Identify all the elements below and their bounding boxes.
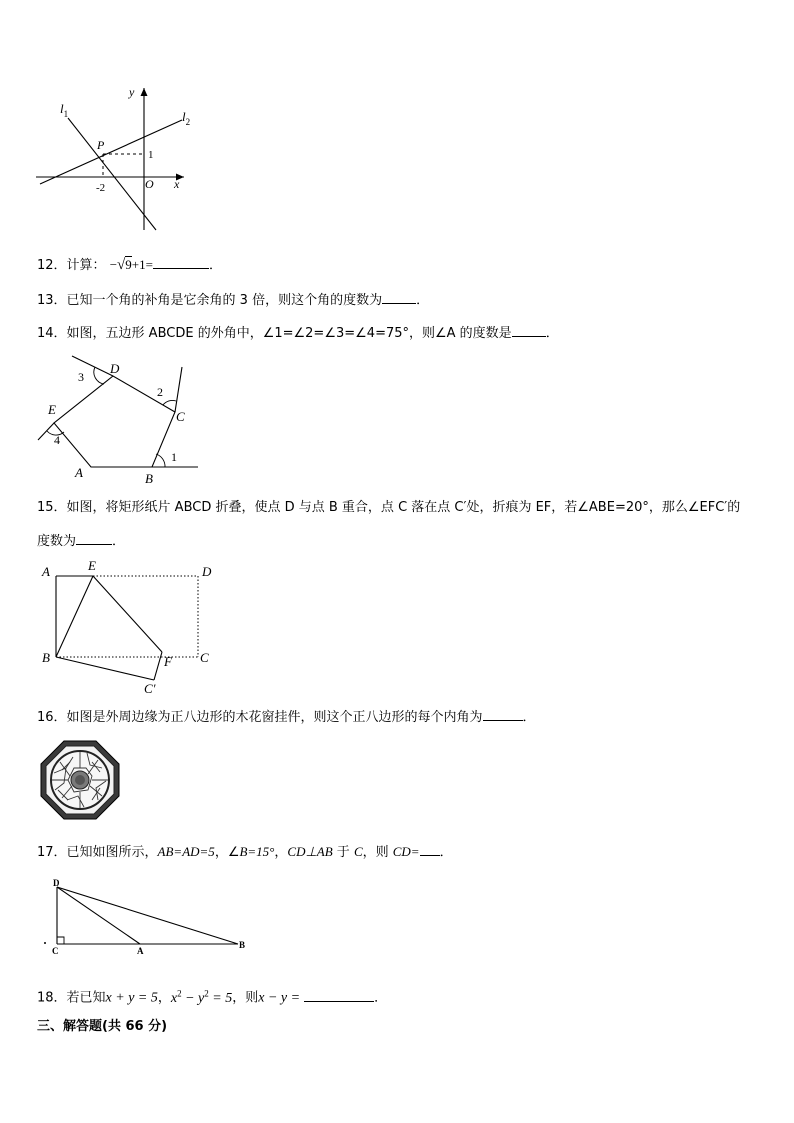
q15-line2: 度数为 <box>37 534 77 549</box>
origin-label: O <box>145 177 154 191</box>
q17-sep1: ，∠ <box>214 845 240 860</box>
dot-left-of-c <box>44 942 46 944</box>
question-15 <box>37 500 740 516</box>
q12-text: 计算： <box>66 258 106 273</box>
l2-label: $l_2$ <box>182 109 191 127</box>
q18-eq2: $x^2 - y^2 = 5$ <box>170 988 233 1006</box>
question-12 <box>37 256 222 274</box>
q17-end: ． <box>439 845 453 860</box>
label-c-prime: C′ <box>144 681 156 696</box>
question-18 <box>37 985 387 1007</box>
y-axis-label: y <box>129 85 135 99</box>
q12-answer-blank[interactable] <box>153 256 209 269</box>
label-a: A <box>42 564 50 579</box>
label-c: C <box>200 650 209 665</box>
q18-mid: ，则 <box>232 990 259 1006</box>
label-d: D <box>202 564 212 579</box>
ext-de <box>38 423 54 440</box>
q18-pre: 18．若已知 <box>37 990 106 1006</box>
label-b: B <box>239 940 246 950</box>
figure-q14-pentagon <box>30 350 205 490</box>
ext-bc <box>175 367 182 412</box>
segment-da <box>57 887 140 944</box>
label-f: F <box>164 654 172 669</box>
q13-text: 13．已知一个角的补角是它余角的 3 倍，则这个角的度数为 <box>37 293 383 308</box>
line-l1 <box>68 118 156 230</box>
question-15-cont <box>37 532 125 550</box>
q17-sep2: ， <box>274 845 288 860</box>
sqrt-sign: √ <box>117 257 126 273</box>
q17-cond1: AB=AD=5 <box>157 844 215 859</box>
q17-answer-blank[interactable] <box>420 843 440 856</box>
label-e: E <box>88 558 96 573</box>
question-14 <box>37 324 559 342</box>
angle-arc-2 <box>163 400 176 405</box>
q17-mid2: ，则 <box>362 845 393 860</box>
x-axis-label: x <box>174 177 180 191</box>
edge-fcp <box>154 652 162 680</box>
q17-cond3: CD⊥AB <box>287 844 333 859</box>
line-l2 <box>40 120 182 184</box>
label-a: A <box>137 946 144 956</box>
vertex-d: D <box>110 361 120 376</box>
q16-answer-blank[interactable] <box>483 708 523 721</box>
segment-db <box>57 887 238 944</box>
question-17 <box>37 843 453 861</box>
edge-be <box>56 576 93 657</box>
right-angle-mark <box>57 937 64 944</box>
q16-text: 16．如图是外周边缘为正八边形的木花窗挂件，则这个正八边形的每个内角为 <box>37 710 483 725</box>
q18-sep: ， <box>157 990 171 1006</box>
question-16 <box>37 708 536 726</box>
figure-q17-triangle <box>40 875 255 955</box>
tick-y-1: 1 <box>148 149 154 161</box>
center-medallion-inner <box>75 775 85 785</box>
q14-end: ． <box>545 326 559 341</box>
q17-mid: 于 <box>332 845 354 860</box>
vertex-a: A <box>75 465 83 480</box>
question-13 <box>37 291 429 309</box>
q14-answer-blank[interactable] <box>512 324 546 337</box>
q12-end: ． <box>208 258 222 273</box>
vertex-e: E <box>48 402 56 417</box>
angle-label-4: 4 <box>54 433 60 447</box>
angle-arc-1 <box>156 454 165 467</box>
q18-end: ． <box>374 990 388 1006</box>
q16-end: ． <box>522 710 536 725</box>
q17-cond4: C <box>353 844 363 859</box>
q18-answer-blank[interactable] <box>304 989 374 1002</box>
edge-bcp <box>56 657 154 680</box>
q12-minus: − <box>109 257 118 272</box>
q13-answer-blank[interactable] <box>382 291 416 304</box>
figure-q15-folded-rectangle <box>38 560 218 700</box>
point-p-label: P <box>97 138 105 152</box>
l1-label: $l_1$ <box>60 101 69 119</box>
q18-eq1: x + y = 5 <box>105 990 158 1006</box>
section-heading-3: 三、解答题(共 66 分) <box>37 1019 168 1034</box>
crease-ef <box>93 576 162 652</box>
tick-x-neg2: -2 <box>96 182 106 194</box>
vertex-c: C <box>176 409 185 424</box>
y-axis-arrow <box>141 88 148 96</box>
angle-label-2: 2 <box>157 385 163 399</box>
label-b: B <box>42 650 50 665</box>
figure-q11-coordinate-graph <box>30 80 200 240</box>
label-c: C <box>52 946 59 956</box>
q15-line1: 15．如图，将矩形纸片 ABCD 折叠，使点 D 与点 B 重合，点 C 落在点 C′处，折痕为 EF，若∠ABE=20°，那么∠EFC′的 <box>37 500 741 515</box>
q18-eq3: x − y = <box>258 990 301 1006</box>
angle-label-1: 1 <box>171 450 177 464</box>
q14-text: 14．如图，五边形 ABCDE 的外角中，∠1=∠2=∠3=∠4=75°，则∠A 的度数是 <box>37 326 512 341</box>
q15-answer-blank[interactable] <box>76 532 112 545</box>
q13-end: ． <box>416 293 430 308</box>
q12-number: 12． <box>37 258 67 273</box>
q12-expr-tail: +1= <box>131 257 153 272</box>
q17-cond2: B=15° <box>239 844 275 859</box>
q17-cond5: CD= <box>392 844 420 859</box>
q15-end: ． <box>112 534 126 549</box>
vertex-b: B <box>145 471 153 486</box>
angle-label-3: 3 <box>78 370 84 384</box>
label-d: D <box>53 878 60 888</box>
figure-q16-octagon-window <box>40 740 120 820</box>
q17-pre: 17．已知如图所示， <box>37 845 158 860</box>
q12-radicand: 9 <box>125 257 132 272</box>
